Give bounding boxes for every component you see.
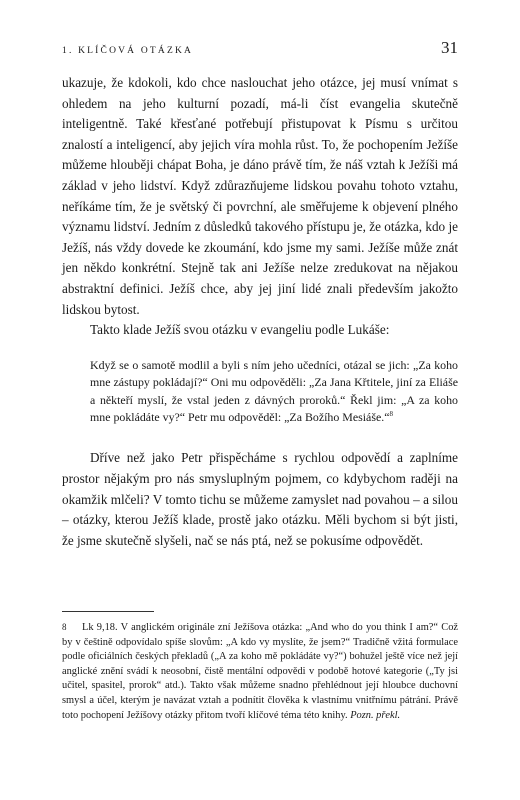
page-number: 31: [441, 38, 458, 57]
footnote-credit: Pozn. překl.: [350, 709, 401, 721]
footnote-number: 8: [62, 622, 67, 632]
block-quote: [90, 357, 458, 427]
paragraph-reflection: Dříve než jako Petr přispěcháme s rychlou odpovědí a zaplníme prostor nějakým pro nás smysluplným pojmem, co kdybychom raději na okamžik mlčeli? V tomto tichu se můžeme zamyslet nad povahou – a silou – otázky, kterou Ježíš klade, prostě jako otázku. Měli bychom si být jisti, že jsme skutečně slyšeli, nač se nás ptá, než se pokusíme odpovědět.: [62, 450, 458, 548]
running-header: [62, 38, 458, 62]
paragraph-continued: ukazuje, že kdokoli, kdo chce naslouchat jeho otázce, jej musí vnímat s ohledem na jeho kulturní pozadí, má-li číst evangelia skutečně inteligentně. Také křesťané potřebují přistupovat k Písmu s určitou znalostí a inteligencí, aby jejich víra mohla růst. To, že pochopením Ježíše můžeme hlouběji chápat Boha, je dáno právě tím, že náš vztah k Ježíši má základ v jeho lidství. Když zdůrazňujeme lidskou povahu tohoto vztahu, neříkáme tím, že je světský či povrchní, ale směřujeme k objevení plného významu lidství. Jedním z důsledků takového přístupu je, že otázka, kdo je Ježíš, nás vždy dovede ke zkoumání, kdo jsme my sami. Ježíše může znát jen někdo konkrétní. Stejně tak ani Ježíše nelze zredukovat na nějakou abstraktní definici. Ježíš chce, aby jej jiní lidé znali především jakožto lidskou bytost.: [62, 75, 458, 317]
main-text: [62, 73, 458, 551]
quote-text: Když se o samotě modlil a byli s ním jeho učedníci, otázal se jich: „Za koho mne zástupy pokládají?“ Oni mu odpověděli: „Za Jana Křtitele, jiní za Eliáše a někteří myslí, že vstal jeden z dávných proroků.“ Řekl jim: „A za koho mne pokládáte vy?“ Petr mu odpověděl: „Za Božího Mesiáše.“: [90, 357, 458, 424]
footnote-separator: [62, 611, 154, 612]
footnote-text: Lk 9,18. V anglickém originále zní Ježíšova otázka: „And who do you think I am?“ Což by v češtině odpovídalo spíše slovům: „A kdo vy myslíte, že jsem?“ Tradičně vžitá formulace podle oficiálních českých překladů („A za koho mě pokládáte vy?“) bohužel ještě více než její anglické znění svádí k neosobní, čistě mentální odpovědi v podobě hotové kategorie („Ty jsi učitel, spasitel, prorok“ atd.). Takto však můžeme snadno přehlédnout její hloubce duchovní smysl a účel, kterým je navázat vztah a podnítit člověka k vlastnímu vnitřnímu pátrání. Právě toto pochopení Ježíšovy otázky přitom tvoří klíčové téma této knihy.: [62, 622, 458, 721]
footnote-reference: 8: [389, 409, 393, 418]
paragraph-intro-quote: Takto klade Ježíš svou otázku v evangeliu podle Lukáše:: [90, 322, 390, 338]
footnote: [62, 620, 458, 723]
chapter-title: 1. KLÍČOVÁ OTÁZKA: [62, 46, 194, 56]
